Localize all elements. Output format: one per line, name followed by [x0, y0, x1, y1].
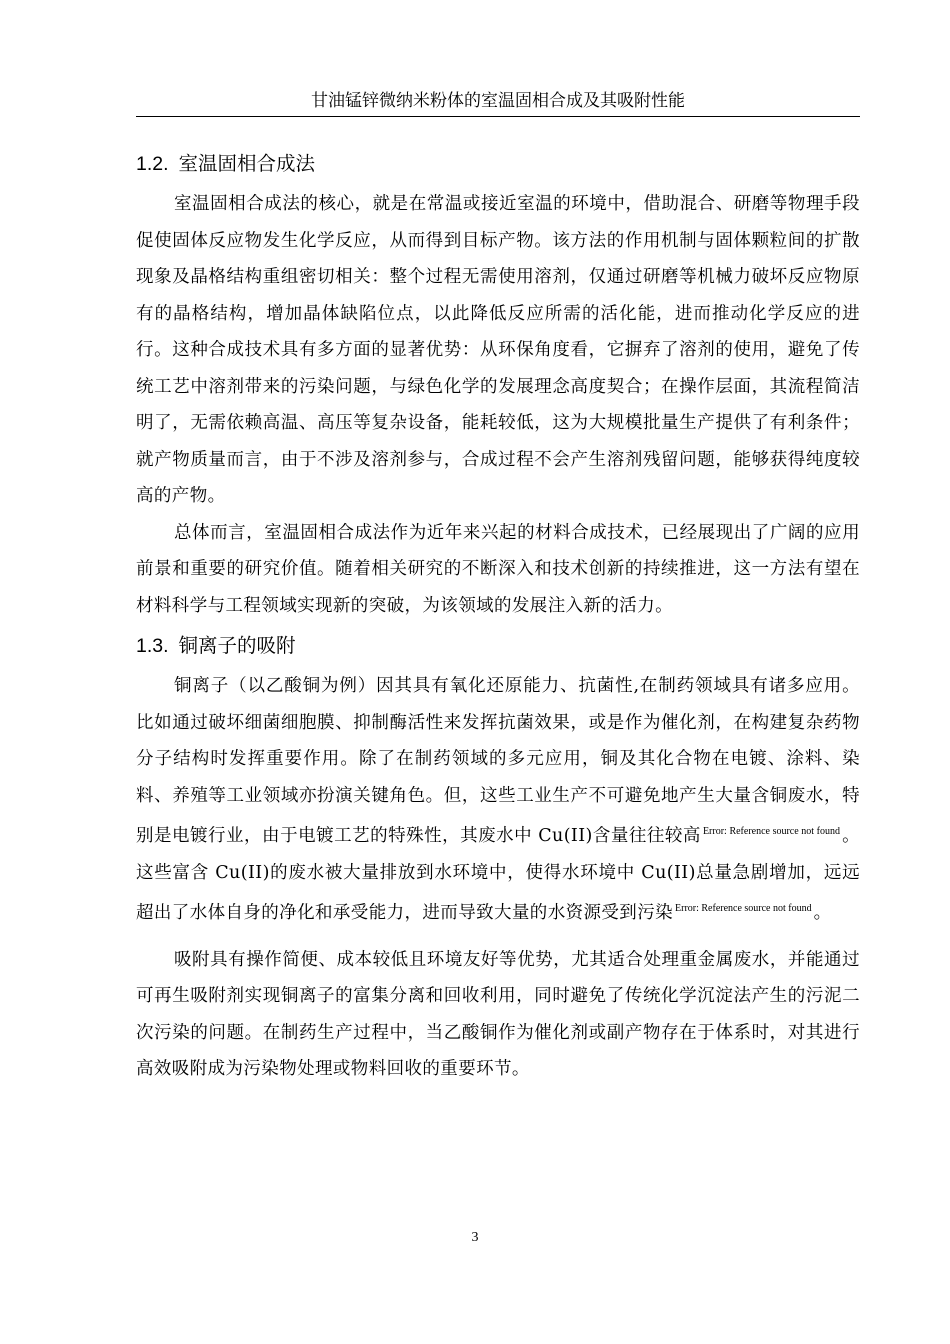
section-heading-1-2	[136, 142, 860, 186]
reference-error: Error: Reference source not found	[675, 903, 812, 914]
paragraph: 吸附具有操作简便、成本较低且环境友好等优势，尤其适合处理重金属废水，并能通过可再生吸附剂实现铜离子的富集分离和回收利用，同时避免了传统化学沉淀法产生的污泥二次污染的问题。在制药生产过程中，当乙酸铜作为催化剂或副产物存在于体系时，对其进行高效吸附成为污染物处理或物料回收的重要环节。	[136, 949, 860, 1079]
section-heading-1-3	[136, 624, 860, 668]
paragraph: 总体而言，室温固相合成法作为近年来兴起的材料合成技术，已经展现出了广阔的应用前景和重要的研究价值。随着相关研究的不断深入和技术创新的持续推进，这一方法有望在材料科学与工程领域实现新的突破，为该领域的发展注入新的活力。	[136, 522, 860, 616]
paragraph-text: 。这些富含 Cu(II)的废水被大量排放到水环境中，使得水环境中 Cu(II)总量急剧增加，远远超出了水体自身的净化和承受能力，进而导致大量的水资源受到污染	[136, 826, 861, 923]
page-number: 3	[471, 1230, 479, 1245]
section-title: 室温固相合成法	[178, 152, 316, 175]
section-number: 1.2.	[136, 153, 169, 175]
page-content	[136, 142, 860, 1088]
paragraph-text: 铜离子（以乙酸铜为例）因其具有氧化还原能力、抗菌性,在制药领域具有诸多应用。比如通过破坏细菌细胞膜、抑制酶活性来发挥抗菌效果，或是作为催化剂，在构建复杂药物分子结构时发挥重要作用。除了在制药领域的多元应用，铜及其化合物在电镀、涂料、染料、养殖等工业领域亦扮演关键角色。但，这些工业生产不可避免地产生大量含铜废水，特别是电镀行业，由于电镀工艺的特殊性，其废水中 Cu(II)含量往往较高	[136, 676, 860, 846]
running-header: 甘油锰锌微纳米粉体的室温固相合成及其吸附性能	[136, 88, 860, 117]
section-number: 1.3.	[136, 635, 169, 657]
paragraph-text: 。	[813, 903, 832, 923]
paragraph	[136, 668, 860, 932]
section-title: 铜离子的吸附	[178, 634, 296, 657]
reference-error: Error: Reference source not found	[702, 826, 840, 837]
paragraph: 室温固相合成法的核心，就是在常温或接近室温的环境中，借助混合、研磨等物理手段促使固体反应物发生化学反应，从而得到目标产物。该方法的作用机制与固体颗粒间的扩散现象及晶格结构重组密切相关：整个过程无需使用溶剂，仅通过研磨等机械力破坏反应物原有的晶格结构，增加晶体缺陷位点，以此降低反应所需的活化能，进而推动化学反应的进行。这种合成技术具有多方面的显著优势：从环保角度看，它摒弃了溶剂的使用，避免了传统工艺中溶剂带来的污染问题，与绿色化学的发展理念高度契合；在操作层面，其流程简洁明了，无需依赖高温、高压等复杂设备，能耗较低，这为大规模批量生产提供了有利条件；就产物质量而言，由于不涉及溶剂参与，合成过程不会产生溶剂残留问题，能够获得纯度较高的产物。	[136, 194, 860, 506]
